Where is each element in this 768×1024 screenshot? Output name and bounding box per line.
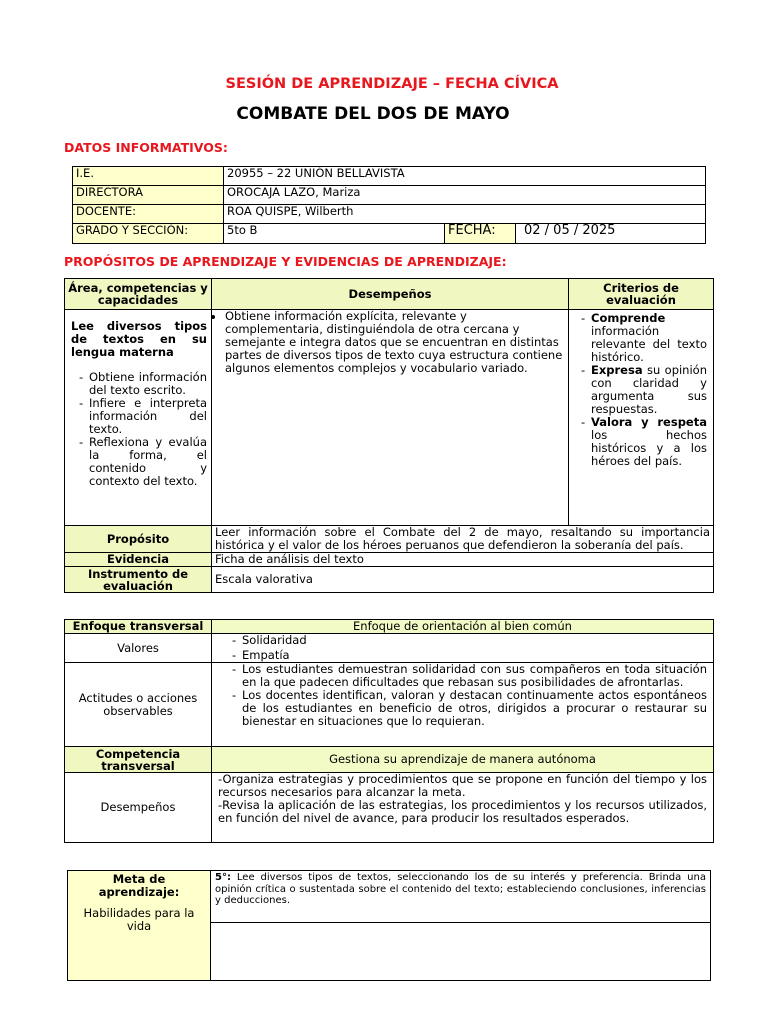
propositos-heading: PROPÓSITOS DE APRENDIZAJE Y EVIDENCIAS DE APRENDIZAJE: (64, 254, 507, 269)
competencia-transversal-label: Competencia transversal (65, 747, 212, 773)
list-item: - Comprende información relevante del texto histórico. (591, 312, 707, 364)
desempeno-cell (212, 310, 569, 526)
list-item: - Reflexiona y evalúa la forma, el contenido y contexto del texto. (89, 436, 207, 488)
value-directora: OROCAJA LAZO, Mariza (224, 186, 706, 205)
actitudes-list (220, 663, 707, 728)
col-area: Área, competencias y capacidades (65, 279, 212, 310)
desempeno-item: -Revisa la aplicación de las estrategias, los procedimientos y los recursos utilizados, en función del nivel de avance, para producir los resultados esperados. (218, 798, 707, 825)
enfoque-label: Enfoque transversal (65, 620, 212, 634)
meta-label: Meta de aprendizaje: (98, 872, 180, 899)
meta-sublabel: Habilidades para la vida (83, 906, 195, 933)
list-item: - Valora y respeta los hechos históricos y a los héroes del país. (591, 416, 707, 468)
list-item: - Expresa su opinión con claridad y argumenta sus respuestas. (591, 364, 707, 416)
value-grado: 5to B (224, 224, 445, 244)
evidencia-label: Evidencia (65, 553, 212, 567)
label-grado: GRADO Y SECCIÓN: (73, 224, 224, 244)
list-item: - Infiere e interpreta información del texto. (89, 397, 207, 436)
list-item: - Obtiene información del texto escrito. (89, 371, 207, 397)
list-item: - Los docentes identifican, valoran y destacan continuamente actos espontáneos de los estudiantes en beneficio de otros, dirigidos a procurar o restaurar su bienestar en situaciones que lo requieran. (242, 689, 707, 728)
area-cell (65, 310, 212, 526)
col-desempenos: Desempeños (212, 279, 569, 310)
label-fecha: FECHA: (445, 224, 516, 244)
meta-table (67, 870, 711, 981)
enfoque-table (64, 619, 714, 843)
desempenos-cell (212, 773, 714, 843)
label-directora: DIRECTORA (73, 186, 224, 205)
competencia-text: Lee diversos tipos de textos en su lengua materna (71, 319, 207, 359)
value-ie: 20955 – 22 UNIÓN BELLAVISTA (224, 167, 706, 186)
datos-heading: DATOS INFORMATIVOS: (64, 140, 228, 155)
value-docente: ROA QUISPE, Wilberth (224, 205, 706, 224)
desempeno-list (215, 310, 565, 375)
evidencia-value: Ficha de análisis del texto (212, 553, 714, 567)
meta-label-cell (68, 871, 211, 981)
list-item: • Obtiene información explícita, relevante y complementaria, distinguiéndola de otra cercana y semejante e integra datos que se encuentran en distintas partes de diversos tipos de texto cuya estructura contiene algunos elementos complejos y vocabulario variado. (225, 310, 565, 375)
propositos-table (64, 278, 714, 593)
meta-grade: 5°: (215, 872, 231, 883)
competencia-transversal-value: Gestiona su aprendizaje de manera autónoma (212, 747, 714, 773)
actitudes-label: Actitudes o acciones observables (65, 663, 212, 747)
actitudes-cell (212, 663, 714, 747)
meta-text: Lee diversos tipos de textos, seleccionando los de su interés y preferencia. Brinda una opinión crítica o sustentada sobre el contenido del texto; estableciendo conclusiones, inferencias y deducciones. (215, 872, 706, 906)
proposito-value: Leer información sobre el Combate del 2 de mayo, resaltando su importancia histórica y el valor de los héroes peruanos que defendieron la soberanía del país. (212, 526, 714, 553)
meta-text-cell (211, 871, 711, 923)
criterios-cell (569, 310, 714, 526)
capacidades-list (71, 371, 207, 488)
valores-label: Valores (65, 634, 212, 663)
session-title: SESIÓN DE APRENDIZAJE – FECHA CÍVICA (225, 76, 559, 92)
valores-list (220, 634, 710, 662)
proposito-label: Propósito (65, 526, 212, 553)
meta-empty-cell (211, 923, 711, 981)
list-item: - Empatía (242, 649, 710, 662)
list-item: - Los estudiantes demuestran solidaridad con sus compañeros en toda situación en la que padecen dificultades que rebasan sus posibilidades de afrontarlas. (242, 663, 707, 689)
page-title: COMBATE DEL DOS DE MAYO (236, 104, 510, 124)
col-criterios: Criterios de evaluación (569, 279, 714, 310)
label-docente: DOCENTE: (73, 205, 224, 224)
desempeno-item: -Organiza estrategias y procedimientos que se propone en función del tiempo y los recursos necesarios para alcanzar la meta. (218, 772, 707, 799)
valores-cell (212, 634, 714, 663)
desempenos-label: Desempeños (65, 773, 212, 843)
enfoque-value: Enfoque de orientación al bien común (212, 620, 714, 634)
instrumento-label: Instrumento de evaluación (65, 567, 212, 593)
instrumento-value: Escala valorativa (212, 567, 714, 593)
label-ie: I.E. (73, 167, 224, 186)
datos-table (72, 166, 706, 244)
value-fecha: 02 / 05 / 2025 (516, 224, 706, 244)
criterios-list (573, 312, 707, 468)
list-item: - Solidaridad (242, 634, 710, 647)
